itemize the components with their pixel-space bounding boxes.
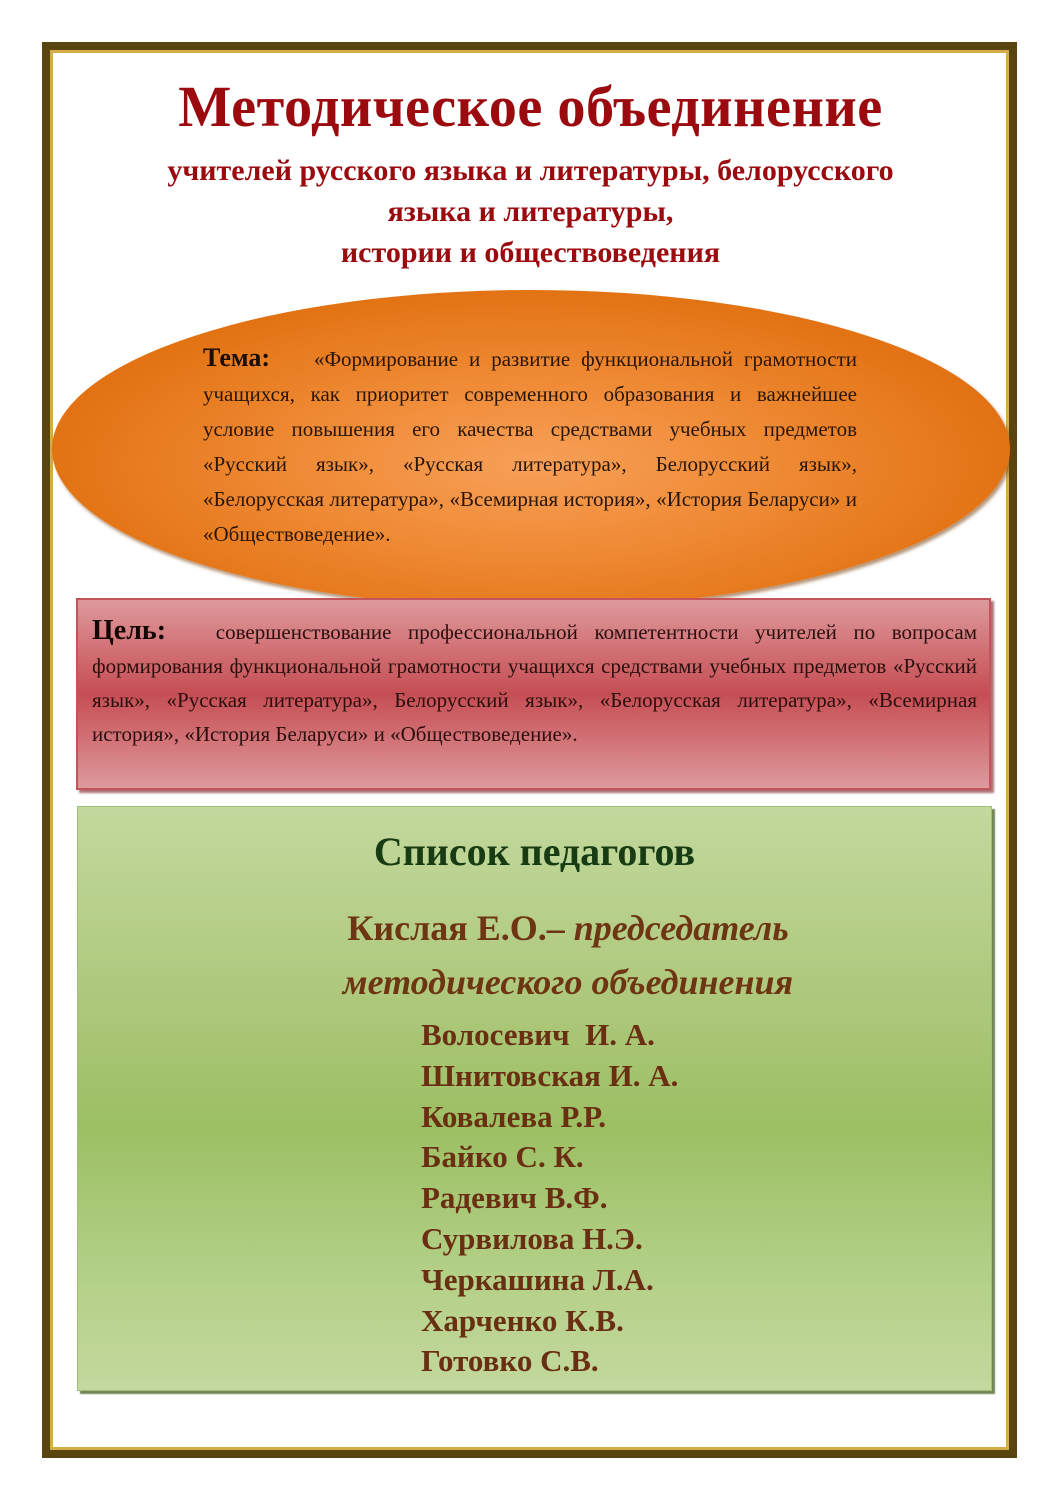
chairperson — [258, 901, 878, 1009]
subtitle-line: учителей русского языка и литературы, белорусского — [167, 154, 894, 187]
page-subtitle — [50, 150, 1011, 273]
teacher-list — [421, 1015, 678, 1382]
chair-name: Кислая Е.О.– — [347, 908, 574, 948]
chair-line-1 — [258, 901, 878, 955]
list-item: Радевич В.Ф. — [421, 1180, 608, 1216]
subtitle-line: языка и литературы, — [387, 195, 674, 228]
goal-box — [76, 598, 991, 790]
subtitle-line: истории и обществоведения — [340, 236, 721, 269]
list-item: Готовко С.В. — [421, 1343, 599, 1379]
teachers-title: Список педагогов — [373, 829, 696, 874]
theme-label: Тема: — [203, 343, 271, 372]
list-item: Сурвилова Н.Э. — [421, 1220, 643, 1256]
goal-spacer — [183, 620, 200, 644]
chair-role-line-2: методического объединения — [342, 962, 794, 1002]
theme-spacer — [281, 347, 303, 371]
list-item: Байко С. К. — [421, 1139, 584, 1175]
list-item: Шнитовская И. А. — [421, 1057, 679, 1093]
list-item: Ковалева Р.Р. — [421, 1098, 606, 1134]
list-item: Волосевич И. А. — [421, 1017, 655, 1052]
theme-section — [203, 340, 857, 552]
teachers-box — [77, 806, 992, 1391]
chair-role: председатель — [573, 908, 789, 948]
theme-text: «Формирование и развитие функциональной грамотности учащихся, как приоритет современного образования и важнейшее условие повышения его качества средствами учебных предметов «Русский язык», «Русская литература», Белорусский язык», «Белорусская литература», «Всемирная история», «История Беларуси» и «Обществоведение». — [203, 347, 858, 546]
list-item: Харченко К.В. — [421, 1302, 624, 1338]
goal-section — [92, 614, 977, 751]
goal-label: Цель: — [92, 615, 167, 646]
page-title: Методическое объединение — [178, 74, 883, 139]
goal-text: совершенствование профессиональной компетентности учителей по вопросам формирования функциональной грамотности учащихся средствами учебных предметов «Русский язык», «Русская литература», Белорусский язык», «Белорусская литература», «Всемирная история», «История Беларуси» и «Обществоведение». — [92, 620, 977, 746]
list-item: Черкашина Л.А. — [421, 1261, 654, 1297]
